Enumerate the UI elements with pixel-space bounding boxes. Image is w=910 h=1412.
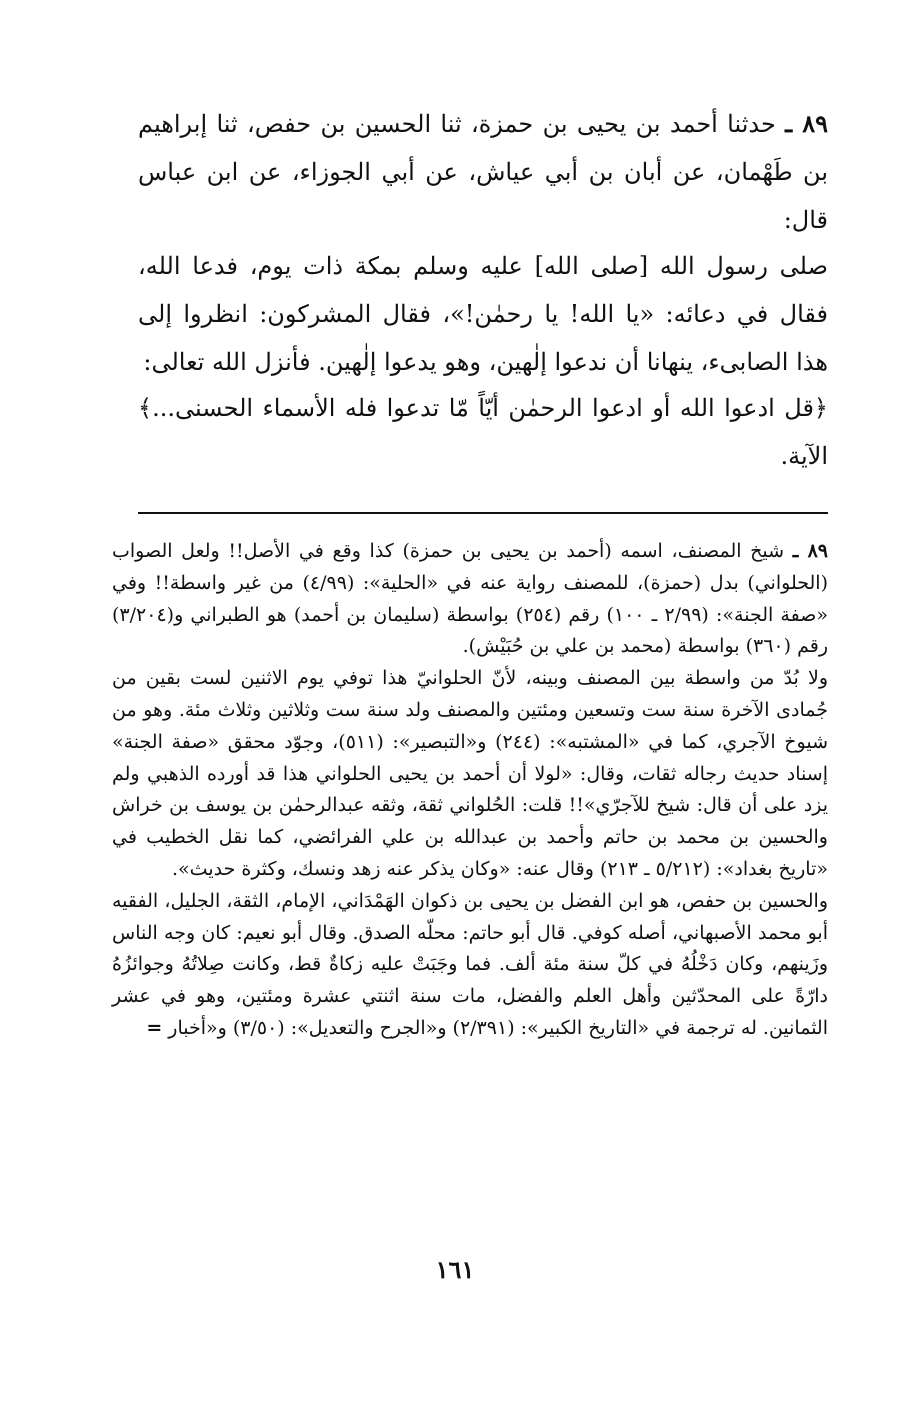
footnote-separator	[138, 512, 828, 514]
quran-verse-text: ﴿قل ادعوا الله أو ادعوا الرحمٰن أيّاً مّا تدعوا فله الأسماء الحسنى...﴾ الآية.	[138, 394, 828, 470]
hadith-intro	[138, 100, 828, 244]
footnote-text-1: شيخ المصنف، اسمه (أحمد بن يحيى بن حمزة) كذا وقع في الأصل!! ولعل الصواب (الحلواني) بدل (حمزة)، للمصنف رواية عنه في «الحلية»: (٤/٩٩) من غير واسطة!! وفي «صفة الجنة»: (٢/٩٩ ـ ١٠٠) رقم (٢٥٤) بواسطة (سليمان بن أحمد) هو الطبراني و(٣/٢٠٤) رقم (٣٦٠) بواسطة (محمد بن علي بن حُبَيْش).	[112, 540, 828, 658]
footnote-paragraph-3	[112, 886, 828, 1045]
continuation-mark: =	[146, 1016, 163, 1039]
footnote-text-3: والحسين بن حفص، هو ابن الفضل بن يحيى بن ذكوان الهَمْدَاني، الإمام، الثقة، الجليل، الفقيه أبو محمد الأصبهاني، أصله كوفي. قال أبو حاتم: محلّه الصدق. وقال أبو نعيم: كان وجه الناس وزَينهم، وكان دَخْلُهُ في كلّ سنة مئة ألف. فما وجَبَتْ عليه زكاةٌ قط، وكانت صِلاتُهُ وجوائزُهُ دارّةً على المحدّثين وأهل العلم والفضل، مات سنة اثنتي عشرة ومئتين، وهو في عشر الثمانين. له ترجمة في «التاريخ الكبير»: (٢/٣٩١) و«الجرح والتعديل»: (٣/٥٠) و«أخبار	[112, 889, 828, 1039]
hadith-number: ٨٩ ـ	[785, 109, 828, 138]
footnote-paragraph-2: ولا بُدّ من واسطة بين المصنف وبينه، لأنّ الحلوانيّ هذا توفي يوم الاثنين لست بقين من جُمادى الآخرة سنة ست وتسعين ومئتين والمصنف ولد سنة ست وثلاثين وثلاث مئة. وهو من شيوخ الآجري، كما في «المشتبه»: (٢٤٤) و«التبصير»: (٥١١)، وجوّد محقق «صفة الجنة» إسناد حديث رجاله ثقات، وقال: «لولا أن أحمد بن يحيى الحلواني هذا قد أورده الذهبي ولم يزد على أن قال: شيخ للآجرّي»!! قلت: الحُلواني ثقة، وثقه عبدالرحمٰن بن يوسف بن خراش والحسين بن محمد بن حاتم وأحمد بن عبدالله بن علي الفرائضي، كما نقل الخطيب في «تاريخ بغداد»: (٥/٢١٢ ـ ٢١٣) وقال عنه: «وكان يذكر عنه زهد ونسك، وكثرة حديث».	[112, 667, 829, 880]
hadith-intro-paragraph	[138, 100, 828, 244]
hadith-narrative	[138, 242, 828, 386]
footnote-number: ٨٩ ـ	[792, 540, 828, 562]
isnad-text: حدثنا أحمد بن يحيى بن حمزة، ثنا الحسين بن حفص، ثنا إبراهيم بن طَهْمان، عن أبان بن أبي عياش، عن أبي الجوزاء، عن ابن عباس قال:	[138, 110, 828, 234]
footnotes	[112, 536, 828, 1045]
narrative-text: صلى رسول الله [صلى الله] عليه وسلم بمكة ذات يوم، فدعا الله، فقال في دعائه: «يا الله! يا رحمٰن!»، فقال المشركون: انظروا إلى هذا الصابىء، ينهانا أن ندعوا إلٰهين، وهو يدعوا إلٰهين. فأنزل الله تعالى:	[138, 252, 828, 376]
page-number: ١٦١	[435, 1255, 475, 1284]
footnote-paragraph-1	[112, 536, 828, 663]
quran-verse	[138, 384, 828, 480]
